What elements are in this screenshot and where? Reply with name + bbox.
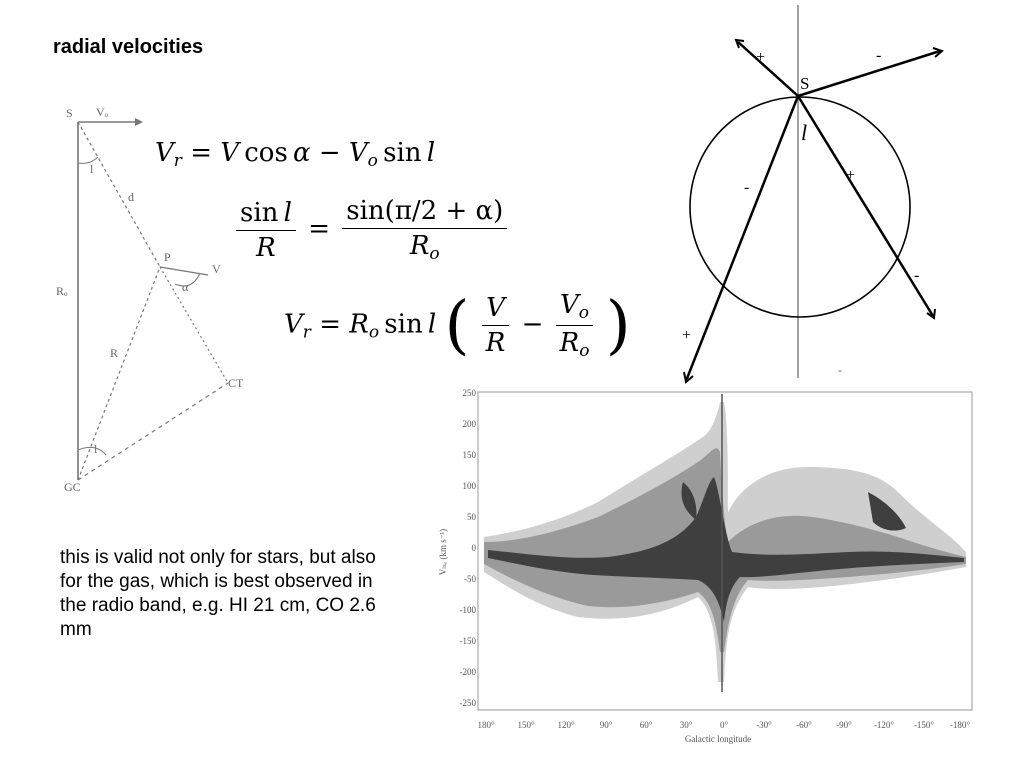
p-v-arrow — [160, 267, 208, 275]
sign-lower-left: + — [682, 327, 692, 344]
y-tick: -200 — [459, 667, 476, 677]
label-alpha: α — [182, 280, 189, 294]
x-tick: -90° — [836, 720, 852, 730]
sign-bottom: - — [838, 363, 842, 377]
x-tick: 0° — [719, 720, 729, 730]
label-sun-s: S — [800, 74, 810, 93]
x-axis-label: Galactic longitude — [684, 734, 752, 744]
equation-sine-rule: $\frac{\text{sin l}}{R}$ = $\frac{\sin(\pi/2 + \alpha)}{R_o}$ — [232, 196, 511, 264]
sightline-quadrant-diagram — [660, 0, 960, 390]
y-tick: 0 — [471, 543, 476, 553]
sign-upper-left: + — [756, 49, 766, 66]
x-tick: 150° — [517, 720, 535, 730]
explanation-text: this is valid not only for stars, but also for the gas, which is best observed in the radio band, e.g. HI 21 cm, CO 2.6 mm — [60, 547, 376, 640]
fraction-sin-alpha-ro: $\frac{\sin(\pi/2 + \alpha)}{R_o}$ — [342, 196, 507, 264]
y-tick: -150 — [459, 636, 476, 646]
equation-vr: $V_r = V$ $\cos \alpha - V_o$ sin l — [155, 138, 436, 171]
y-axis-tick-labels — [460, 388, 477, 708]
label-p: P — [164, 250, 171, 264]
label-l: l — [801, 120, 808, 145]
y-tick: -50 — [464, 574, 476, 584]
x-tick: -60° — [796, 720, 812, 730]
sightline-lower-left — [686, 96, 798, 381]
angle-l-arc — [78, 157, 98, 163]
x-tick: -120° — [873, 720, 895, 730]
y-axis-label: Vₗₛᵣ (km s⁻¹) — [438, 528, 448, 576]
x-tick: 90° — [599, 720, 613, 730]
y-tick: 100 — [462, 481, 476, 491]
x-tick: 180° — [477, 720, 495, 730]
fraction-vo-ro: $\frac{V_o}{R_o}$ — [556, 290, 594, 361]
label-gc-angle: l — [94, 442, 98, 456]
y-tick: -250 — [459, 698, 476, 708]
label-s: S — [66, 106, 73, 120]
y-tick: 50 — [467, 512, 476, 522]
sun-p-line — [78, 122, 160, 267]
x-axis-tick-labels — [477, 720, 970, 730]
sightline-upper-right — [798, 51, 940, 96]
sign-inner-left: - — [744, 179, 750, 196]
fraction-v-r: $\frac{V}{R}$ — [482, 293, 510, 358]
y-tick: 250 — [462, 388, 476, 398]
gc-p-line — [78, 267, 160, 480]
x-tick: 30° — [679, 720, 693, 730]
y-tick: -100 — [459, 605, 476, 615]
x-tick: -150° — [913, 720, 935, 730]
angle-gc-arc — [78, 447, 106, 455]
p-ct-line — [160, 267, 228, 383]
label-ct: CT — [228, 376, 244, 390]
sign-upper-right: - — [876, 47, 882, 64]
x-tick: -180° — [949, 720, 971, 730]
slide-title: radial velocities — [53, 36, 204, 58]
sign-inner-right: + — [846, 167, 856, 184]
equation-vr-ro: $V_r = R_o$ sin l ( $\frac{V}{R}$ − $\frac{V_o}{R_o}$ ) — [284, 288, 631, 363]
fraction-sinl-r: $\frac{\text{sin l}}{R}$ — [236, 198, 296, 263]
label-r: R — [110, 346, 119, 360]
label-d: d — [128, 190, 134, 204]
x-tick: 60° — [639, 720, 653, 730]
label-l-angle: l — [90, 162, 94, 176]
label-v: V — [212, 262, 221, 276]
sightline-upper-left — [738, 42, 798, 96]
x-tick: 120° — [557, 720, 575, 730]
lv-diagram-image — [428, 382, 984, 748]
sun-vo-arrowhead — [135, 118, 143, 126]
sign-lower-right: - — [914, 267, 920, 284]
y-tick: 150 — [462, 450, 476, 460]
gc-ct-line — [78, 383, 228, 480]
x-tick: -30° — [756, 720, 772, 730]
label-gc: GC — [64, 480, 81, 494]
sightline-lower-right — [798, 96, 933, 316]
label-vo: Vₒ — [96, 105, 109, 119]
label-ro: Rₒ — [56, 284, 68, 298]
y-tick: 200 — [462, 419, 476, 429]
